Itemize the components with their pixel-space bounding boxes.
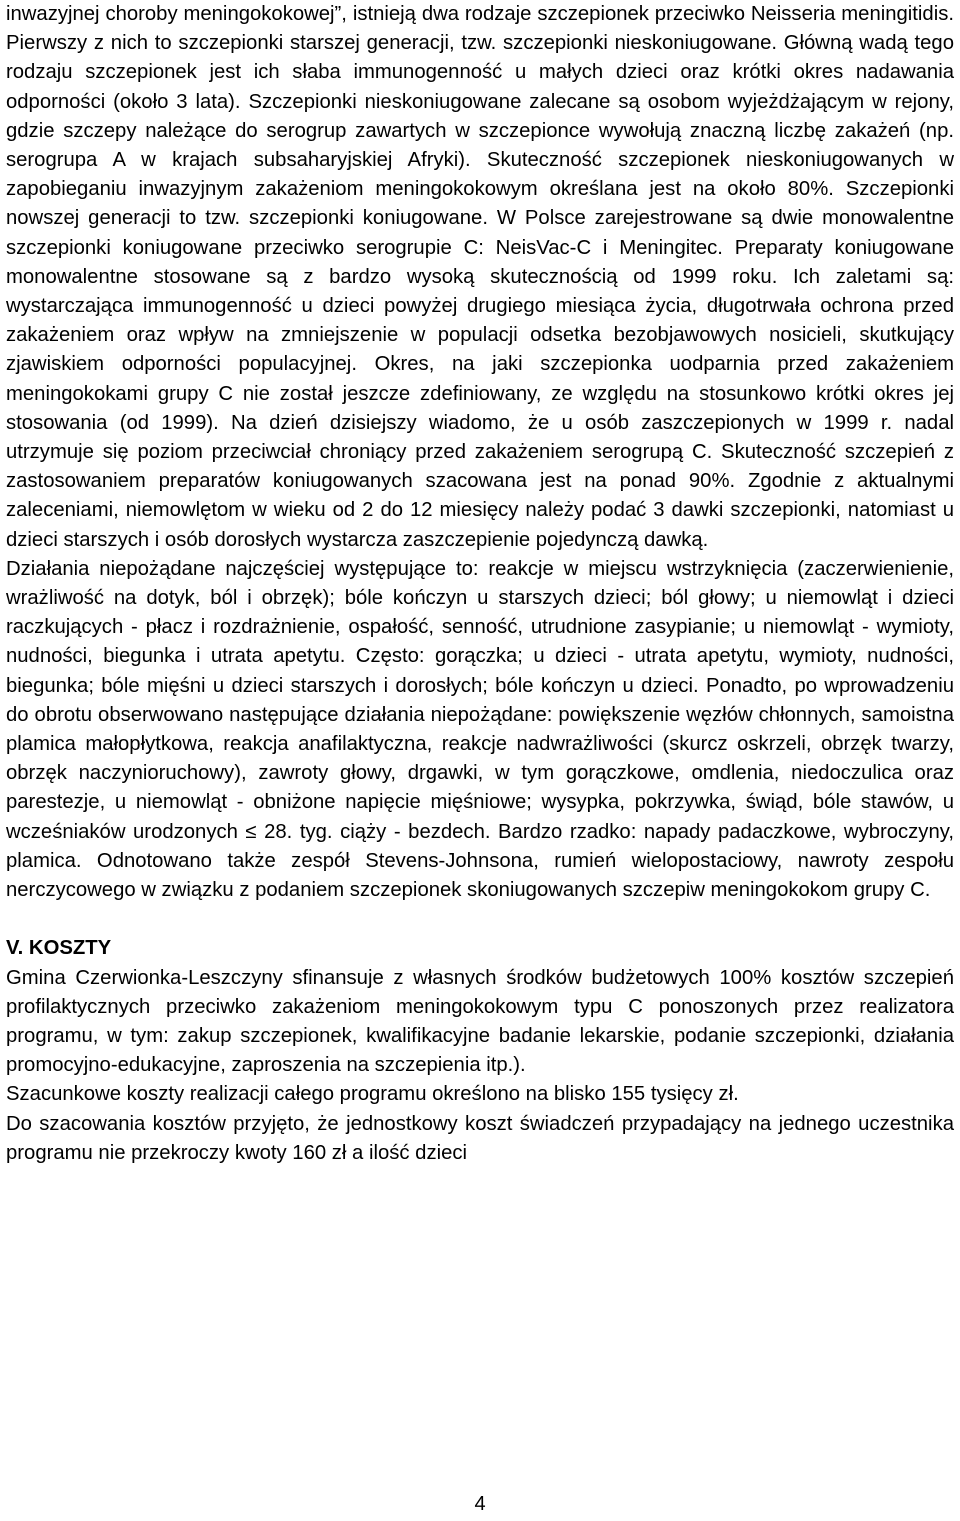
paragraph-unit-cost: Do szacowania kosztów przyjęto, że jednostkowy koszt świadczeń przypadający na jednego uczestnika programu nie przekroczy kwoty 160 zł a ilość dzieci bbox=[6, 1112, 954, 1164]
page-number: 4 bbox=[474, 1493, 486, 1515]
paragraph-vaccine-types: inwazyjnej choroby meningokokowej”, istnieją dwa rodzaje szczepionek przeciwko Neisseria meningitidis. Pierwszy z nich to szczepionki starszej generacji, tzw. szczepionki nieskoniugowane. Główną wadą tego rodzaju szczepionek jest ich słaba immunogenność u małych dzieci oraz krótki okres nadawania odporności (około 3 lata). Szczepionki nieskoniugowane zalecane są osobom wyjeżdżającym w rejony, gdzie szczepy należące do serogrup zawartych w szczepionce wywołują znaczną liczbę zakażeń (np. serogrupa A w krajach subsaharyjskiej Afryki). Skuteczność szczepionek nieskoniugowanych w zapobieganiu inwazyjnym zakażeniom meningokokowym określana jest na około 80%. Szczepionki nowszej generacji to tzw. szczepionki koniugowane. W Polsce zarejestrowane są dwie monowalentne szczepionki koniugowane przeciwko serogrupie C: NeisVac-C i Meningitec. Preparaty koniugowane monowalentne stosowane są z bardzo wysoką skutecznością od 1999 roku. Ich zaletami są: wystarczająca immunogenność u dzieci powyżej drugiego miesiąca życia, długotrwała ochrona przed zakażeniem oraz wpływ na zmniejszenie w populacji odsetka bezobjawowych nosicieli, skutkujący zjawiskiem odporności populacyjnej. Okres, na jaki szczepionka uodparnia przed zakażeniem meningokokami grupy C nie został jeszcze zdefiniowany, ze względu na stosunkowo krótki okres jej stosowania (od 1999). Na dzień dzisiejszy wiadomo, że u osób zaszczepionych w 1999 r. nadal utrzymuje się poziom przeciwciał chroniący przed zakażeniem serogrupą C. Skuteczność szczepień z zastosowaniem preparatów koniugowanych szacowana jest na ponad 90%. Zgodnie z aktualnymi zaleceniami, niemowlętom w wieku od 2 do 12 miesięcy należy podać 3 dawki szczepionki, natomiast u dzieci starszych i osób dorosłych wystarcza zaszczepienie pojedynczą dawką. bbox=[6, 3, 954, 551]
section-heading-costs: V. KOSZTY bbox=[6, 937, 112, 960]
paragraph-adverse-effects: Działania niepożądane najczęściej występujące to: reakcje w miejscu wstrzyknięcia (zaczerwienienie, wrażliwość na dotyk, ból i obrzęk); bóle kończyn u starszych dzieci; ból głowy; u niemowląt i dzieci raczkujących - płacz i rozdrażnienie, ospałość, senność, utrudnione zasypianie; u niemowląt - wymioty, nudności, biegunka i utrata apetytu. Często: gorączka; u dzieci - utrata apetytu, wymioty, nudności, biegunka; bóle mięśni u dzieci starszych i dorosłych; bóle kończyn u dzieci. Ponadto, po wprowadzeniu do obrotu obserwowano następujące działania niepożądane: powiększenie węzłów chłonnych, samoistna plamica małopłytkowa, reakcja anafilaktyczna, reakcje nadwrażliwości (skurcz oskrzeli, obrzęk twarzy, obrzęk naczynioruchowy), zawroty głowy, drgawki, w tym gorączkowe, omdlenia, niedoczulica oraz parestezje, u niemowląt - obniżone napięcie mięśniowe; wysypka, pokrzywka, świąd, bóle stawów, u wcześniaków urodzonych ≤ 28. tyg. ciąży - bezdech. Bardzo rzadko: napady padaczkowe, wybroczyny, plamica. Odnotowano także zespół Stevens-Johnsona, rumień wielopostaciowy, nawroty zespołu nerczycowego w związku z podaniem szczepionek skoniugowanych szczepiw meningokokom grupy C. bbox=[6, 557, 954, 902]
paragraph-estimated-costs: Szacunkowe koszty realizacji całego programu określono na blisko 155 tysięcy zł. bbox=[6, 1083, 739, 1106]
document-page bbox=[6, 0, 954, 1168]
paragraph-funding: Gmina Czerwionka-Leszczyny sfinansuje z własnych środków budżetowych 100% kosztów szczepień profilaktycznych przeciwko zakażeniom meningokokowym typu C ponoszonych przez realizatora programu, w tym: zakup szczepionek, kwalifikacyjne badanie lekarskie, podanie szczepionki, działania promocyjno-edukacyjne, zaproszenia na szczepienia itp.). bbox=[6, 966, 954, 1077]
